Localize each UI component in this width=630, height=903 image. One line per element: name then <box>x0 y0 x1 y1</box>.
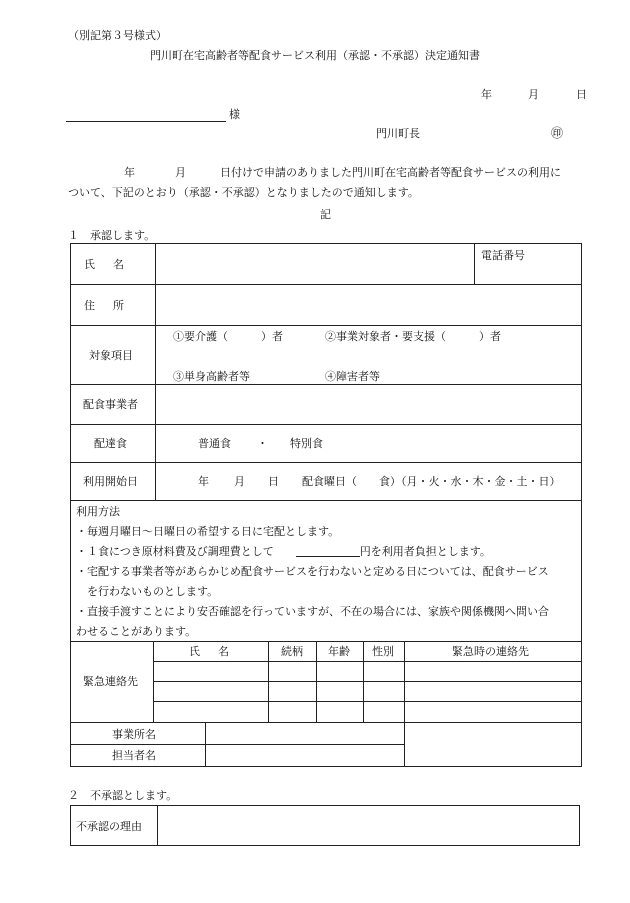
start-month: 月 <box>234 475 245 488</box>
address-label: 住所 <box>84 299 142 312</box>
section2-heading: ２ 不承認とします。 <box>68 789 178 802</box>
meal-normal: 普通食 <box>198 437 231 450</box>
meal-special: 特別食 <box>290 437 323 450</box>
phone-cell-divider <box>474 243 475 284</box>
target-option-1: ①要介護（ ）者 <box>173 330 283 343</box>
seal-mark: ㊞ <box>551 126 564 140</box>
usage-line-6: わせることがあります。 <box>76 625 197 638</box>
col-relation: 続柄 <box>281 645 303 658</box>
row-divider <box>70 641 582 642</box>
usage-line-3: ・宅配する事業者等があらかじめ配食サービスを行わないと定める日については、配食サービス <box>76 565 549 578</box>
rejection-table <box>70 805 580 846</box>
col-name: 氏名 <box>189 645 247 658</box>
recipient-suffix: 様 <box>229 108 240 121</box>
row-divider <box>70 384 582 385</box>
phone-label: 電話番号 <box>481 249 525 262</box>
office-label: 事業所名 <box>112 728 156 741</box>
target-option-2: ②事業対象者・要支援（ ）者 <box>325 330 501 343</box>
provider-label: 配食事業者 <box>83 398 138 411</box>
body-date-month: 月 <box>175 166 186 179</box>
start-year: 年 <box>198 475 209 488</box>
row-divider <box>70 462 582 463</box>
row-divider <box>70 284 582 285</box>
row-divider <box>70 325 582 326</box>
form-number: （別記第３号様式） <box>68 29 167 42</box>
usage-line-2 <box>76 546 491 557</box>
header-date-month: 月 <box>528 88 539 101</box>
emergency-row-divider <box>153 701 582 702</box>
start-date-label: 利用開始日 <box>83 475 138 488</box>
usage-line-2-prefix: ・１食につき原材料費及び調理費として <box>76 545 274 558</box>
emergency-label: 緊急連絡先 <box>83 675 138 688</box>
target-option-4: ④障害者等 <box>325 370 380 383</box>
emergency-row-divider <box>153 661 582 662</box>
rejection-reason-label: 不承認の理由 <box>76 820 142 833</box>
target-label: 対象項目 <box>89 349 133 362</box>
document-title: 門川町在宅高齢者等配食サービス利用（承認・不承認）決定通知書 <box>150 49 480 62</box>
header-date-day: 日 <box>576 88 587 101</box>
section1-heading: １ 承認します。 <box>68 229 156 242</box>
body-text-line2: ついて、下記のとおり（承認・不承認）となりましたので通知します。 <box>68 186 419 199</box>
col-contact: 緊急時の連絡先 <box>452 645 529 658</box>
recipient-name-line <box>66 121 226 122</box>
body-text-line1: 日付けで申請のありました門川町在宅高齢者等配食サービスの利用に <box>220 166 561 179</box>
start-day: 日 <box>268 475 279 488</box>
usage-line-2-suffix: 円を利用者負担とします。 <box>359 545 491 558</box>
header-date-year: 年 <box>481 88 492 101</box>
rejection-divider <box>157 805 158 846</box>
ki-mark: 記 <box>320 208 331 221</box>
meal-label: 配達食 <box>94 437 127 450</box>
usage-line-4: を行わないものとします。 <box>76 585 219 598</box>
usage-title: 利用方法 <box>76 505 120 518</box>
delivery-day: 配食曜日（ 食）（月・火・水・木・金・土・日） <box>302 475 561 488</box>
col-gender: 性別 <box>372 645 394 658</box>
body-date-year: 年 <box>124 166 135 179</box>
name-label: 氏名 <box>84 258 142 271</box>
usage-line-5: ・直接手渡すことにより安否確認を行っていますが、不在の場合には、家族や関係機関へ問い合 <box>76 605 549 618</box>
emergency-row-divider <box>153 681 582 682</box>
row-divider <box>70 424 582 425</box>
approval-table <box>70 243 582 767</box>
meal-dot: ・ <box>257 437 268 450</box>
target-option-3: ③単身高齢者等 <box>173 370 250 383</box>
office-row-divider <box>70 744 404 745</box>
emergency-divider <box>404 641 405 767</box>
issuer-name: 門川町長 <box>376 127 420 140</box>
staff-label: 担当者名 <box>112 749 156 762</box>
label-column-divider <box>155 243 156 500</box>
col-age: 年齢 <box>328 645 350 658</box>
row-divider <box>70 500 582 501</box>
fee-blank <box>296 546 360 557</box>
usage-line-1: ・毎週月曜日～日曜日の希望する日に宅配とします。 <box>76 525 340 538</box>
emergency-row-divider <box>70 722 582 723</box>
